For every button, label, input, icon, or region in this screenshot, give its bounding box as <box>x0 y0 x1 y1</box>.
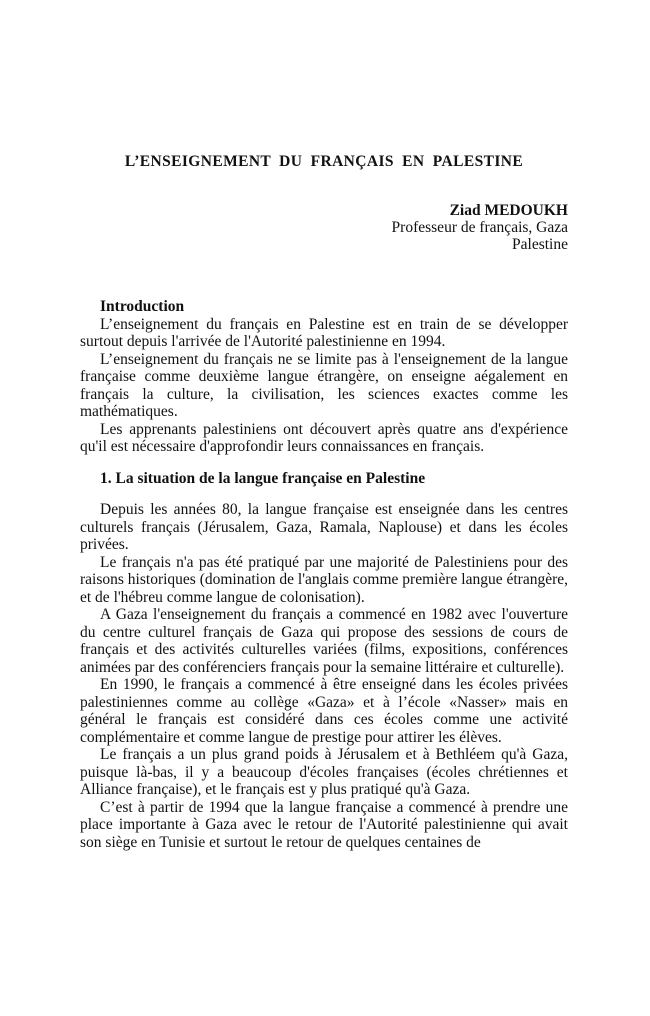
document-page <box>80 0 568 1016</box>
author-name: Ziad MEDOUKH <box>449 202 568 219</box>
paragraph: Le français a un plus grand poids à Jérusalem et à Bethléem qu'à Gaza, puisque là-bas, il y a beaucoup d'écoles françaises (écoles chrétiennes et Alliance française), et le français est y plus pratiqué qu'à Gaza. <box>80 746 568 798</box>
author-role: Professeur de français, Gaza <box>391 219 568 236</box>
article-body <box>80 298 568 851</box>
paragraph: L’enseignement du français en Palestine est en train de se développer surtout depuis l'arrivée de l'Autorité palestinienne en 1994. <box>80 315 568 350</box>
paragraph: En 1990, le français a commencé à être enseigné dans les écoles privées palestiniennes comme au collège «Gaza» et à l’école «Nasser» mais en général le français est considéré dans ces écoles comme une activité complémentaire et comme langue de prestige pour attirer les élèves. <box>80 676 568 746</box>
paragraph: Depuis les années 80, la langue française est enseignée dans les centres culturels français (Jérusalem, Gaza, Ramala, Naplouse) et dans les écoles privées. <box>80 501 568 553</box>
introduction-heading: Introduction <box>100 298 185 315</box>
author-country: Palestine <box>512 236 568 253</box>
paragraph: A Gaza l'enseignement du français a commencé en 1982 avec l'ouverture du centre culturel français de Gaza qui propose des sessions de cours de français et des activités culturelles variées (films, expositions, conférences animées par des conférenciers français pour la semaine littéraire et culturelle). <box>80 606 568 676</box>
paragraph: L’enseignement du français ne se limite pas à l'enseignement de la langue française comme deuxième langue étrangère, on enseigne aégalement en français la culture, la civilisation, les sciences exactes comme les mathématiques. <box>80 350 568 420</box>
paragraph: Le français n'a pas été pratiqué par une majorité de Palestiniens pour des raisons historiques (domination de l'anglais comme première langue étrangère, et de l'hébreu comme langue de colonisation). <box>80 553 568 606</box>
paragraph: C’est à partir de 1994 que la langue française a commencé à prendre une place importante à Gaza avec le retour de l'Autorité palestinienne qui avait son siège en Tunisie et surtout le retour de quelques centaines de <box>80 798 568 851</box>
article-title: L’ENSEIGNEMENT DU FRANÇAIS EN PALESTINE <box>124 153 524 170</box>
author-block <box>392 202 568 253</box>
section-1-heading: 1. La situation de la langue française en Palestine <box>100 469 426 487</box>
paragraph: Les apprenants palestiniens ont découvert après quatre ans d'expérience qu'il est nécessaire d'approfondir leurs connaissances en français. <box>80 420 568 455</box>
